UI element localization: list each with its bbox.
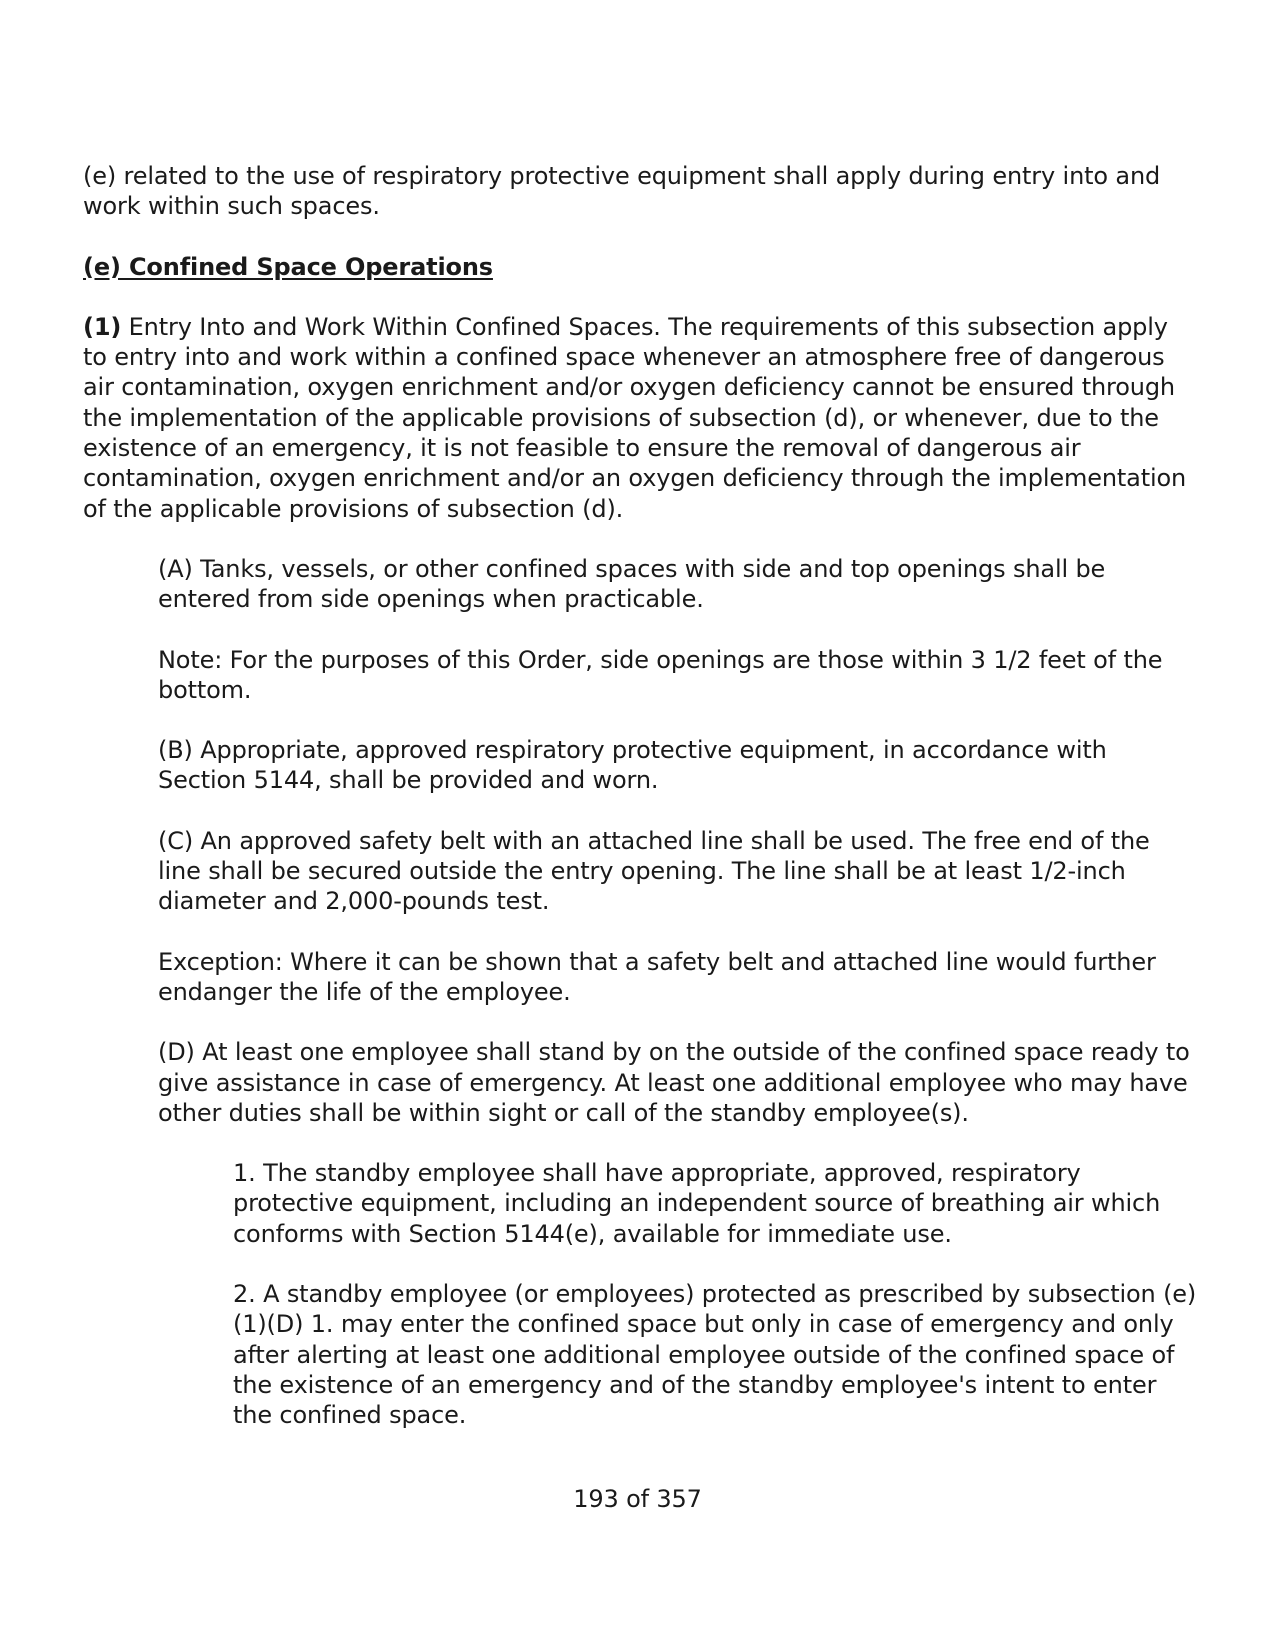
continuation-paragraph: (e) related to the use of respiratory protective equipment shall apply during entry into and work within such spaces. [83, 162, 1161, 221]
note-paragraph: Note: For the purposes of this Order, side openings are those within 3 1/2 feet of the bottom. [158, 645, 1163, 704]
section-heading: (e) Confined Space Operations [83, 252, 493, 281]
page-number: 193 of 357 [573, 1485, 702, 1513]
paragraph-b: (B) Appropriate, approved respiratory protective equipment, in accordance with Section 5144, shall be provided and worn. [158, 736, 1107, 795]
paragraph-d1: 1. The standby employee shall have appropriate, approved, respiratory protective equipment, including an independent source of breathing air which conforms with Section 5144(e), available for immediate use. [233, 1159, 1161, 1248]
paragraph-1 [83, 312, 1198, 524]
exception-paragraph: Exception: Where it can be shown that a safety belt and attached line would further endanger the life of the employee. [158, 947, 1156, 1006]
paragraph-1-label: (1) [83, 312, 122, 341]
paragraph-d: (D) At least one employee shall stand by on the outside of the confined space ready to give assistance in case of emergency. At least one additional employee who may have other duties shall be within sight or call of the standby employee(s). [158, 1038, 1190, 1127]
paragraph-c: (C) An approved safety belt with an attached line shall be used. The free end of the line shall be secured outside the entry opening. The line shall be at least 1/2-inch diameter and 2,000-pounds test. [158, 826, 1150, 916]
paragraph-d2: 2. A standby employee (or employees) protected as prescribed by subsection (e)(1)(D) 1. may enter the confined space but only in case of emergency and only after alerting at least one additional employee outside of the confined space of the existence of an emergency and of the standby employee's intent to enter the confined space. [233, 1280, 1197, 1430]
document-body [83, 161, 1198, 1431]
paragraph-a: (A) Tanks, vessels, or other confined spaces with side and top openings shall be entered from side openings when practicable. [158, 554, 1106, 614]
paragraph-1-text: Entry Into and Work Within Confined Spaces. The requirements of this subsection apply to entry into and work within a confined space whenever an atmosphere free of dangerous air contamination, oxygen enrichment and/or oxygen deficiency cannot be ensured through the implementation of the applicable provisions of subsection (d), or whenever, due to the existence of an emergency, it is not feasible to ensure the removal of dangerous air contamination, oxygen enrichment and/or an oxygen deficiency through the implementation of the applicable provisions of subsection (d). [83, 312, 1187, 523]
